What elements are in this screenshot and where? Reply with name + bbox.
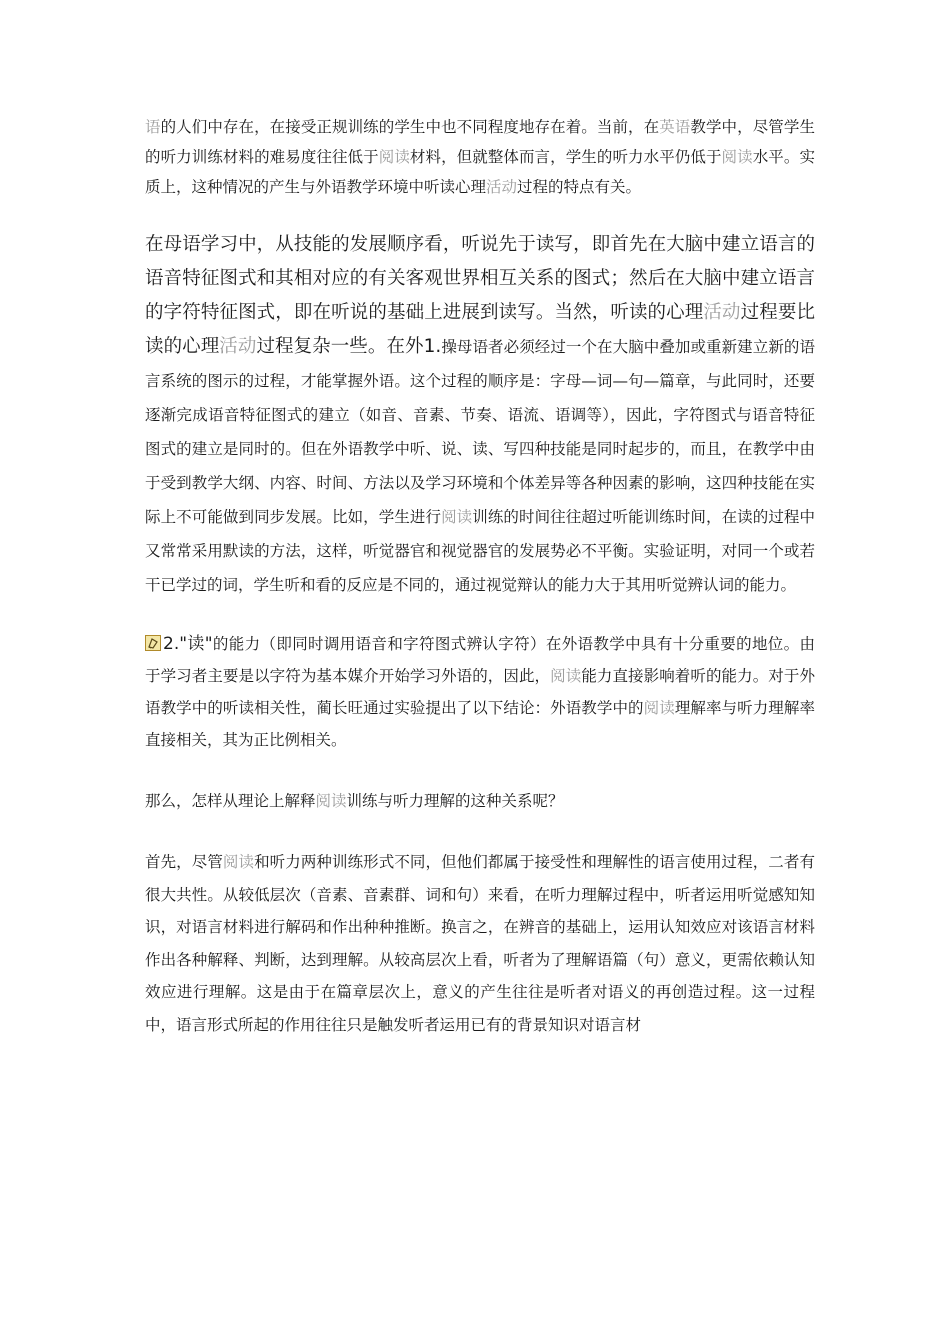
link-text[interactable]: 阅读 <box>222 853 255 871</box>
text-run: 训练与听力理解的这种关系呢？ <box>346 792 564 810</box>
text-run: 的能力（即同时调用语音和字符图式辨认字符）在外语教学中具有十分重要的地位。由于学习者主要是以字符为基本媒介开始学习外语的，因此， <box>145 635 815 685</box>
link-text[interactable]: 活动 <box>219 336 257 357</box>
link-text[interactable]: 活动 <box>703 302 741 323</box>
text-run: 在母语学习中，从技能的发展顺序看，听说先于读写，即首先在大脑中建立语言的语音特征图式和其相对应的有关客观世界相互关系的图式；然后在大脑中建立语言的字符特征图式，即在听说的基础上进展到读写。当然，听读的心理 <box>145 234 815 323</box>
document-page <box>145 112 815 1041</box>
text-run: 操母语者必须经过一个在大脑中叠加或重新建立新的语言系统的图示的过程，才能掌握外语。这个过程的顺序是：字母—词—句—篇章，与此同时，还要逐渐完成语音特征图式的建立（如音、音素、节奏、语流、语调等），因此，字符图式与语音特征图式的建立是同时的。但在外语教学中听、说、读、写四种技能是同时起步的，而且，在教学中由于受到教学大纲、内容、时间、方法以及学习环境和个体差异等各种因素的影响，这四种技能在实际上不可能做到同步发展。比如，学生进行 <box>145 338 815 526</box>
text-run: 过程的特点有关。 <box>517 178 642 196</box>
link-text[interactable]: 阅读 <box>550 667 582 685</box>
list-number: 2."读" <box>163 634 213 654</box>
text-run: 理解率与听力理解率直接相关，其为正比例相关。 <box>145 699 815 749</box>
text-run: 和听力两种训练形式不同，但他们都属于接受性和理解性的语言使用过程，二者有很大共性。从较低层次（音素、音素群、词和句）来看，在听力理解过程中，听者运用听觉感知知识，对语言材料进行解码和作出种种推断。换言之，在辨音的基础上，运用认知效应对该语言材料作出各种解释、判断，达到理解。从较高层次上看，听者为了理解语篇（句）意义，更需依赖认知效应进行理解。这是由于在篇章层次上，意义的产生往往是听者对语义的再创造过程。这一过程中，语言形式所起的作用往往只是触发听者运用已有的背景知识对语言材 <box>145 853 815 1034</box>
text-run: 的人们中存在，在接受正规训练的学生中也不同程度地存在着。当前，在 <box>160 118 660 136</box>
link-text[interactable]: 阅读 <box>643 699 675 717</box>
link-text[interactable]: 阅读 <box>721 148 753 166</box>
paragraph-2 <box>145 228 815 602</box>
text-run: 教学中，尽管学生的听力训练材料的难易度往往低于 <box>145 118 815 166</box>
text-run: 能力直接影响着听的能力。对于外语教学中的听读相关性，蔺长旺通过实验提出了以下结论：外语教学中的 <box>145 667 815 717</box>
comment-note-icon[interactable] <box>145 635 161 651</box>
list-number: 1. <box>423 336 442 357</box>
paragraph-1 <box>145 112 815 202</box>
paragraph-5 <box>145 846 815 1041</box>
text-run: 材料，但就整体而言，学生的听力水平仍低于 <box>409 148 722 166</box>
text-run: 训练的时间往往超过听能训练时间，在读的过程中又常常采用默读的方法，这样，听觉器官和视觉器官的发展势必不平衡。实验证明，对同一个或若干已学过的词，学生听和看的反应是不同的，通过视觉辩认的能力大于其用听觉辨认词的能力。 <box>145 508 815 594</box>
text-run: 在外 <box>386 336 424 357</box>
paragraph-3 <box>145 628 815 756</box>
link-text[interactable]: 语 <box>145 118 161 136</box>
link-text[interactable]: 阅读 <box>315 792 347 810</box>
link-text[interactable]: 活动 <box>486 178 518 196</box>
text-run: 水平。实质上，这种情况的产生与外语教学环境中听读心理 <box>145 148 815 196</box>
paragraph-4 <box>145 786 815 816</box>
text-run: 首先，尽管 <box>145 853 223 871</box>
link-text[interactable]: 阅读 <box>441 508 473 526</box>
text-run: 过程要比读的心理 <box>145 302 815 357</box>
link-text[interactable]: 英语 <box>659 118 691 136</box>
text-run: 那么，怎样从理论上解释 <box>145 792 316 810</box>
link-text[interactable]: 阅读 <box>378 148 410 166</box>
text-run: 过程复杂一些。 <box>256 336 387 357</box>
